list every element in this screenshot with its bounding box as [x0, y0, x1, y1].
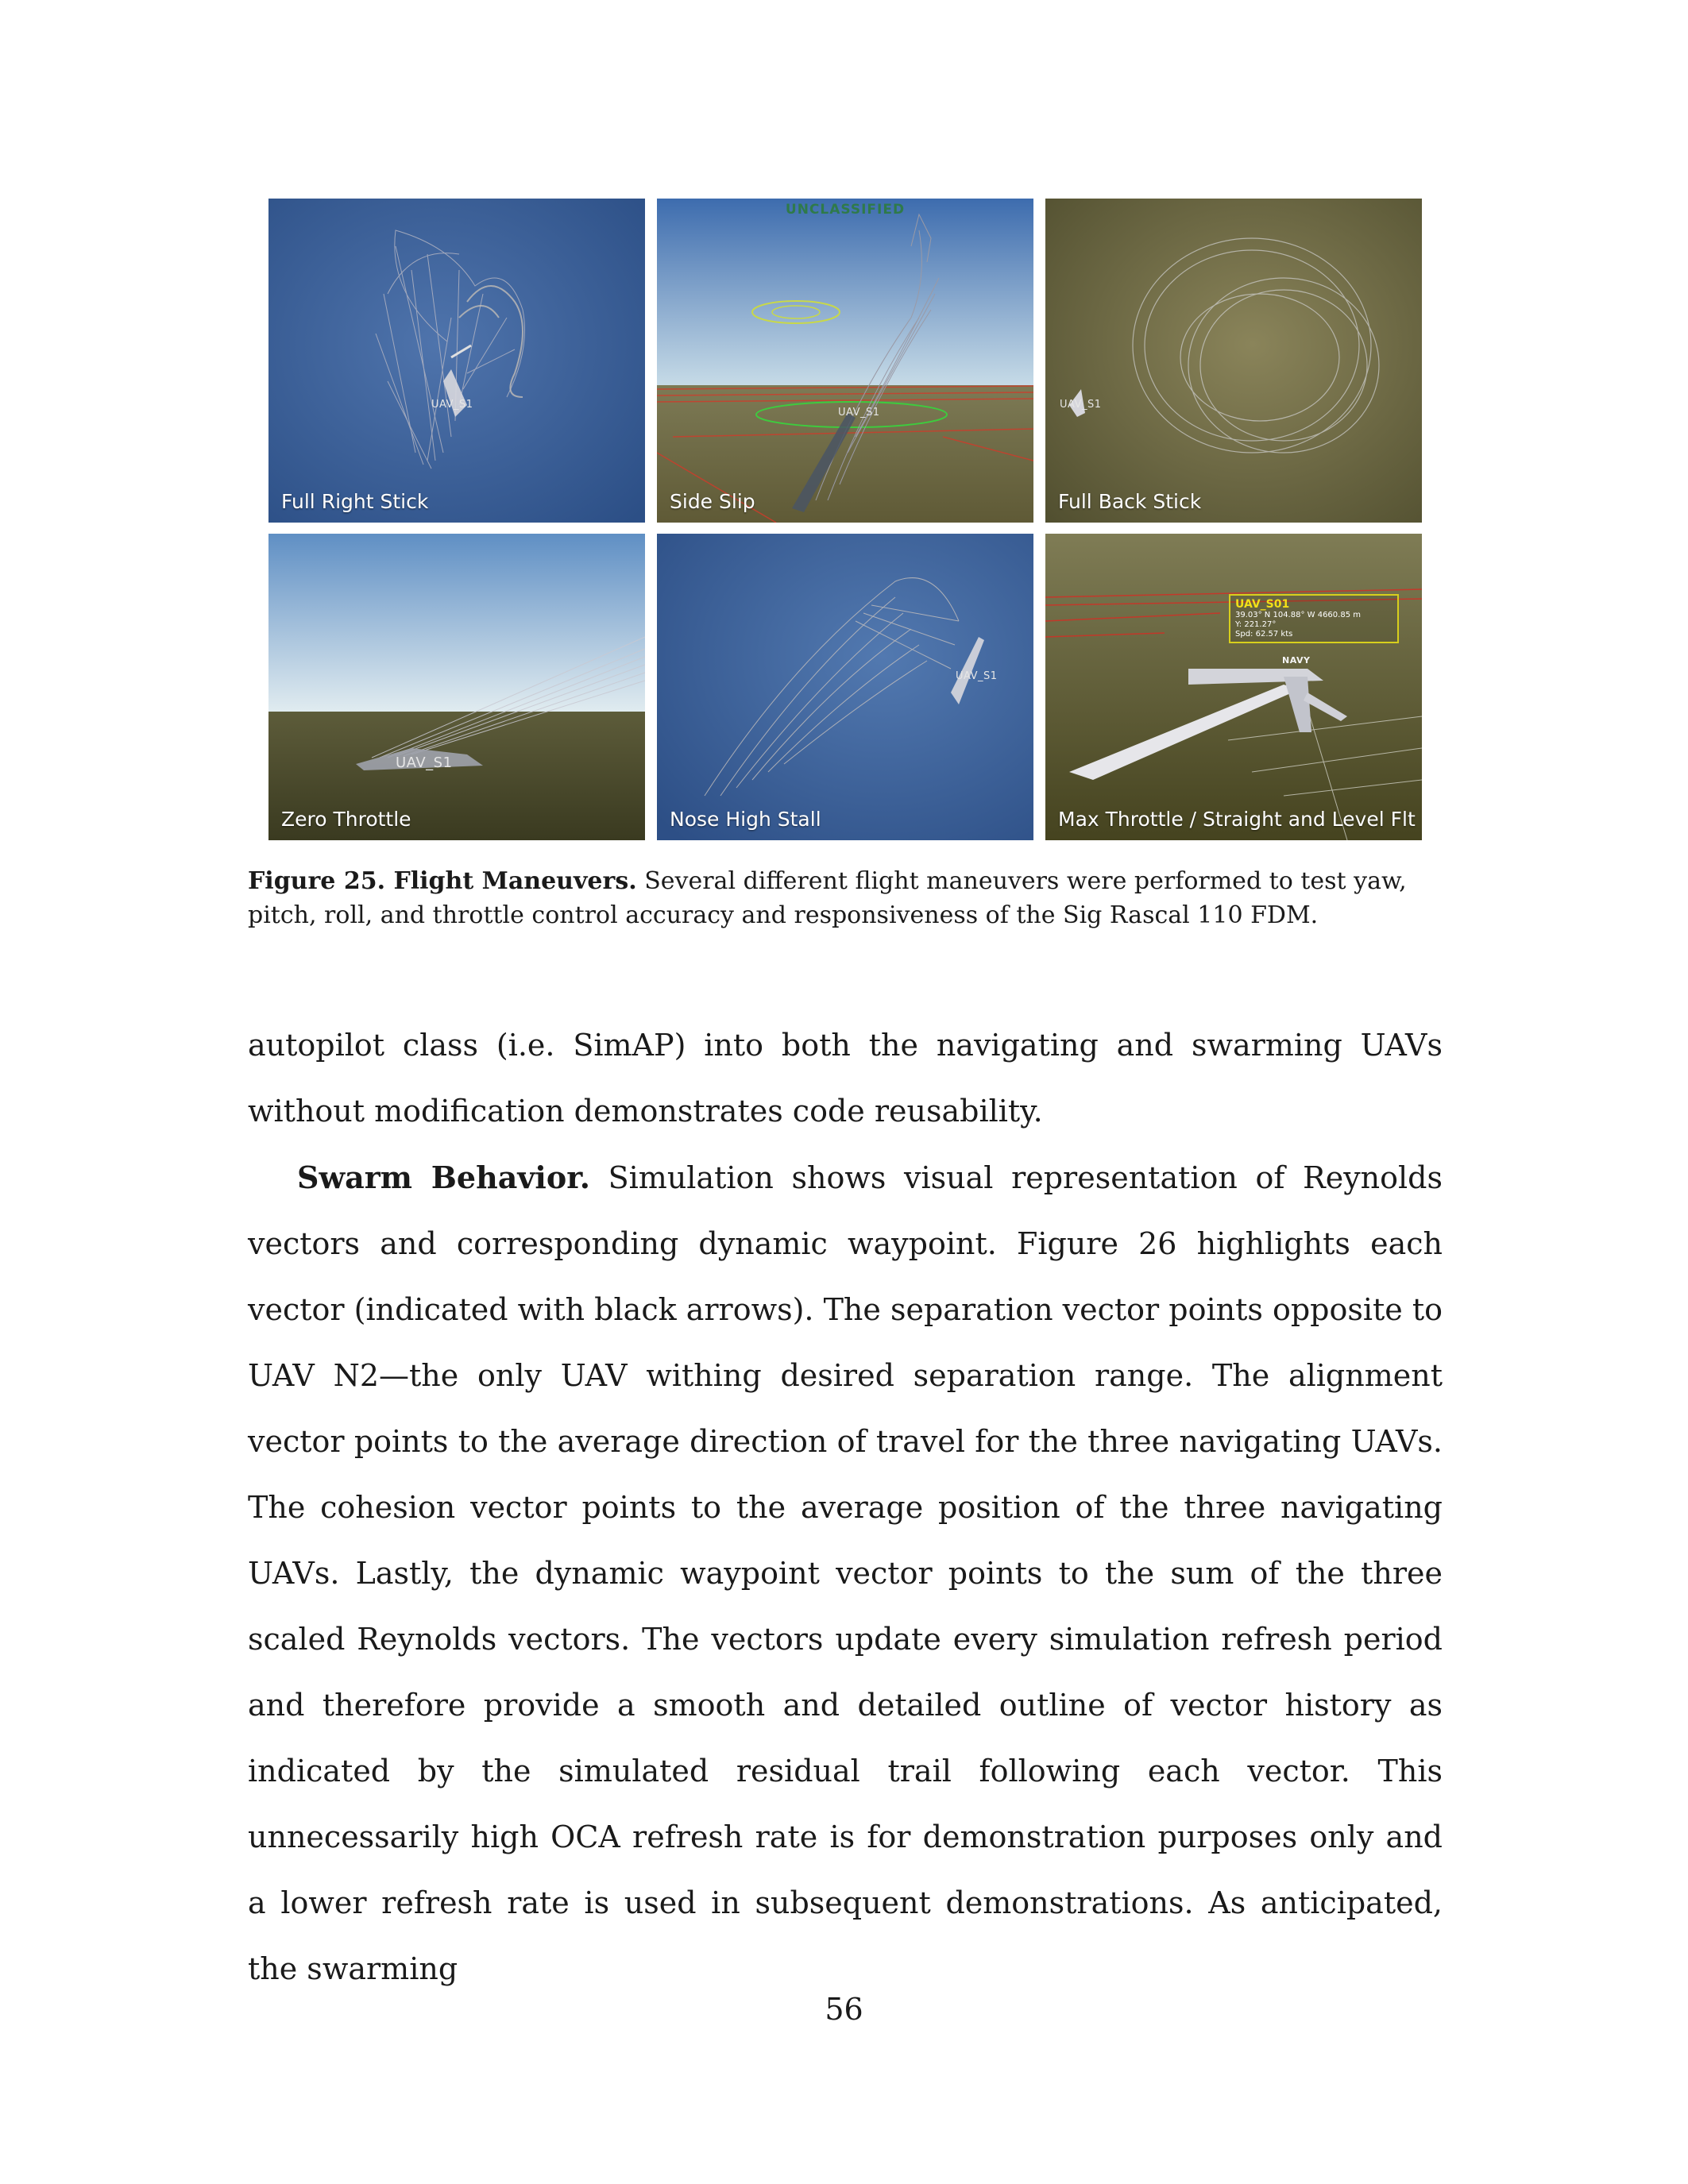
uav-marker-label: UAV_S1	[431, 399, 473, 411]
paragraph-heading: Swarm Behavior.	[297, 1160, 590, 1195]
panel-label: Zero Throttle	[281, 808, 411, 831]
panel-label: Full Right Stick	[281, 490, 429, 513]
paragraph-autopilot: autopilot class (i.e. SimAP) into both the navigating and swarming UAVs without modification demonstrates code reusability.	[248, 1028, 1443, 1129]
figure-caption	[248, 864, 1443, 932]
panel-full-right-stick	[268, 199, 645, 523]
uav-marker-label: UAV_S1	[396, 754, 453, 771]
panel-label: Side Slip	[670, 490, 755, 513]
body-text	[248, 1013, 1443, 2002]
uav-marker-label: UAV_S1	[956, 670, 998, 682]
page-number: 56	[825, 1992, 863, 2027]
hud-position: 39.03° N 104.88° W 4660.85 m	[1235, 611, 1361, 619]
panel-side-slip	[657, 199, 1033, 523]
figure-caption-text: Several different flight maneuvers were performed to test yaw, pitch, roll, and throttle control accuracy and responsiveness of the Sig Rascal 110 FDM.	[248, 867, 1407, 929]
hud-speed: Spd: 62.57 kts	[1235, 630, 1293, 639]
flight-maneuvers-figure	[268, 199, 1422, 840]
nose-high-stall-image	[657, 534, 1033, 840]
panel-max-throttle	[1045, 534, 1422, 840]
zero-throttle-image	[268, 534, 645, 840]
paragraph-swarm-behavior	[248, 1144, 1443, 2002]
figure-caption-label: Figure 25. Flight Maneuvers.	[248, 867, 637, 895]
panel-zero-throttle	[268, 534, 645, 840]
classification-banner: UNCLASSIFIED	[785, 202, 906, 218]
panel-label: Full Back Stick	[1058, 490, 1202, 513]
paragraph-text: Simulation shows visual representation of Reynolds vectors and corresponding dynamic waypoint. Figure 26 highlights each vector (indicated with black arrows). The separation vector points opposite to UAV N2—the only UAV withing desired separation range. The alignment vector points to the average direction of travel for the three navigating UAVs. The cohesion vector points to the average position of the three navigating UAVs. Lastly, the dynamic waypoint vector points to the sum of the three scaled Reynolds vectors. The vectors update every simulation refresh period and therefore provide a smooth and detailed outline of vector history as indicated by the simulated residual trail following each vector. This unnecessarily high OCA refresh rate is for demonstration purposes only and a lower refresh rate is used in subsequent demonstrations. As anticipated, the swarming	[248, 1160, 1443, 1986]
aircraft-marking: NAVY	[1282, 655, 1311, 666]
hud-title: UAV_S01	[1235, 598, 1290, 611]
uav-marker-label: UAV_S1	[838, 407, 880, 419]
panel-nose-high-stall	[657, 534, 1033, 840]
panel-full-back-stick	[1045, 199, 1422, 523]
uav-marker-label: UAV_S1	[1060, 399, 1102, 411]
full-right-stick-image	[268, 199, 645, 523]
hud-heading: Y: 221.27°	[1235, 620, 1277, 629]
uav-status-hud	[1229, 594, 1399, 643]
panel-label: Max Throttle / Straight and Level Flt	[1058, 808, 1416, 831]
max-throttle-image	[1045, 534, 1422, 840]
panel-label: Nose High Stall	[670, 808, 821, 831]
full-back-stick-image	[1045, 199, 1422, 523]
side-slip-image	[657, 199, 1033, 523]
